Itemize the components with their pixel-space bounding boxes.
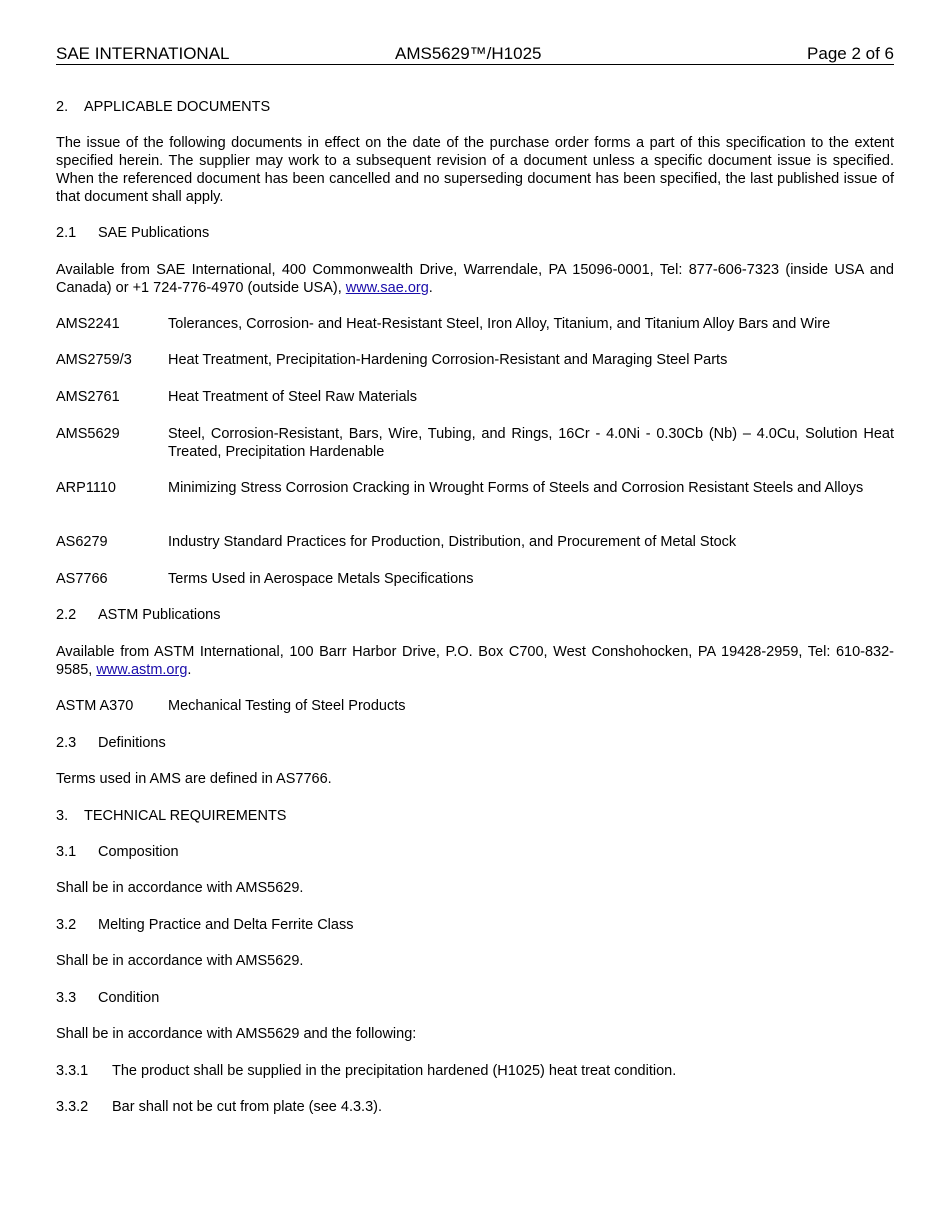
reference-title: Minimizing Stress Corrosion Cracking in Wrought Forms of Steels and Corrosion Resistant Steels and Alloys <box>168 480 864 496</box>
section-title: SAE Publications <box>98 225 210 241</box>
astm-website-link[interactable]: www.astm.org <box>96 662 188 678</box>
subsection-text: Bar shall not be cut from plate (see 4.3.3). <box>112 1099 382 1115</box>
reference-title: Tolerances, Corrosion- and Heat-Resistant Steel, Iron Alloy, Titanium, and Titanium Alloy Bars and Wire <box>168 316 831 332</box>
condition-paragraph: Shall be in accordance with AMS5629 and the following: <box>56 1026 417 1042</box>
subsection-text: The product shall be supplied in the precipitation hardened (H1025) heat treat condition. <box>112 1063 677 1079</box>
composition-paragraph: Shall be in accordance with AMS5629. <box>56 880 304 896</box>
section-title: Melting Practice and Delta Ferrite Class <box>98 917 354 933</box>
sae-availability-paragraph <box>56 261 894 297</box>
reference-code: ASTM A370 <box>56 698 134 714</box>
reference-code: AS6279 <box>56 534 108 550</box>
header-spec-number: AMS5629™/H1025 <box>395 44 542 63</box>
section-title: Condition <box>98 990 160 1006</box>
sae-availability-period: . <box>428 280 433 296</box>
section-heading-3-2 <box>56 916 894 934</box>
section-number: 2.3 <box>56 735 77 751</box>
section-number: 2.1 <box>56 225 77 241</box>
sae-reference-item <box>56 425 894 461</box>
reference-title: Mechanical Testing of Steel Products <box>168 698 406 714</box>
section-title: APPLICABLE DOCUMENTS <box>84 99 271 115</box>
reference-code: AMS5629 <box>56 426 120 442</box>
page-header <box>56 44 894 65</box>
subsection-3-3-2 <box>56 1098 894 1116</box>
reference-code: AS7766 <box>56 571 108 587</box>
section-title: Definitions <box>98 735 166 751</box>
section-number: 3.3.1 <box>56 1063 89 1079</box>
definitions-paragraph: Terms used in AMS are defined in AS7766. <box>56 771 332 787</box>
reference-code: AMS2241 <box>56 316 120 332</box>
sae-reference-item <box>56 479 894 497</box>
header-page-number: Page 2 of 6 <box>807 44 894 63</box>
reference-title: Heat Treatment of Steel Raw Materials <box>168 389 418 405</box>
reference-title: Terms Used in Aerospace Metals Specifications <box>168 571 474 587</box>
sae-reference-item <box>56 315 894 333</box>
reference-title: Steel, Corrosion-Resistant, Bars, Wire, Tubing, and Rings, 16Cr - 4.0Ni - 0.30Cb (Nb) – 4.0Cu, Solution Heat Treated, Precipitation Hardenable <box>168 426 894 460</box>
section-title: Composition <box>98 844 179 860</box>
astm-availability-text: Available from ASTM International, 100 Barr Harbor Drive, P.O. Box C700, West Conshohocken, PA 19428-2959, Tel: 610-832-9585, <box>56 644 894 678</box>
section-number: 3.1 <box>56 844 77 860</box>
section-number: 2.2 <box>56 607 77 623</box>
sae-availability-text: Available from SAE International, 400 Commonwealth Drive, Warrendale, PA 15096-0001, Tel: 877-606-7323 (inside USA and Canada) or +1 724-776-4970 (outside USA), <box>56 262 894 296</box>
sae-website-link[interactable]: www.sae.org <box>345 280 429 296</box>
section-heading-3-1 <box>56 843 894 861</box>
astm-availability-period: . <box>187 662 192 678</box>
sae-reference-item <box>56 533 894 551</box>
section-heading-3 <box>56 807 894 825</box>
section-heading-2 <box>56 98 894 116</box>
header-organization: SAE INTERNATIONAL <box>56 44 230 63</box>
section-heading-3-3 <box>56 989 894 1007</box>
section-title: TECHNICAL REQUIREMENTS <box>84 808 287 824</box>
sae-reference-item <box>56 351 894 369</box>
reference-code: AMS2759/3 <box>56 352 132 368</box>
section-title: ASTM Publications <box>98 607 221 623</box>
section-heading-2-1 <box>56 224 894 242</box>
astm-availability-paragraph <box>56 643 894 679</box>
section-heading-2-2 <box>56 606 894 624</box>
melting-practice-paragraph: Shall be in accordance with AMS5629. <box>56 953 304 969</box>
applicable-documents-paragraph: The issue of the following documents in effect on the date of the purchase order forms a part of this specification to the extent specified herein. The supplier may work to a subsequent revision of a document unless a specific document issue is specified. When the referenced document has been cancelled and no superseding document has been specified, the last published issue of that document shall apply. <box>56 135 894 205</box>
subsection-3-3-1 <box>56 1062 894 1080</box>
reference-code: ARP1110 <box>56 480 116 496</box>
section-number: 3.2 <box>56 917 77 933</box>
reference-title: Heat Treatment, Precipitation-Hardening Corrosion-Resistant and Maraging Steel Parts <box>168 352 728 368</box>
astm-reference-item <box>56 697 894 715</box>
section-number: 3. <box>56 808 69 824</box>
reference-title: Industry Standard Practices for Production, Distribution, and Procurement of Metal Stock <box>168 534 737 550</box>
section-number: 3.3 <box>56 990 77 1006</box>
section-number: 2. <box>56 99 69 115</box>
reference-code: AMS2761 <box>56 389 120 405</box>
section-heading-2-3 <box>56 734 894 752</box>
sae-reference-item <box>56 570 894 588</box>
sae-reference-item <box>56 388 894 406</box>
section-number: 3.3.2 <box>56 1099 89 1115</box>
